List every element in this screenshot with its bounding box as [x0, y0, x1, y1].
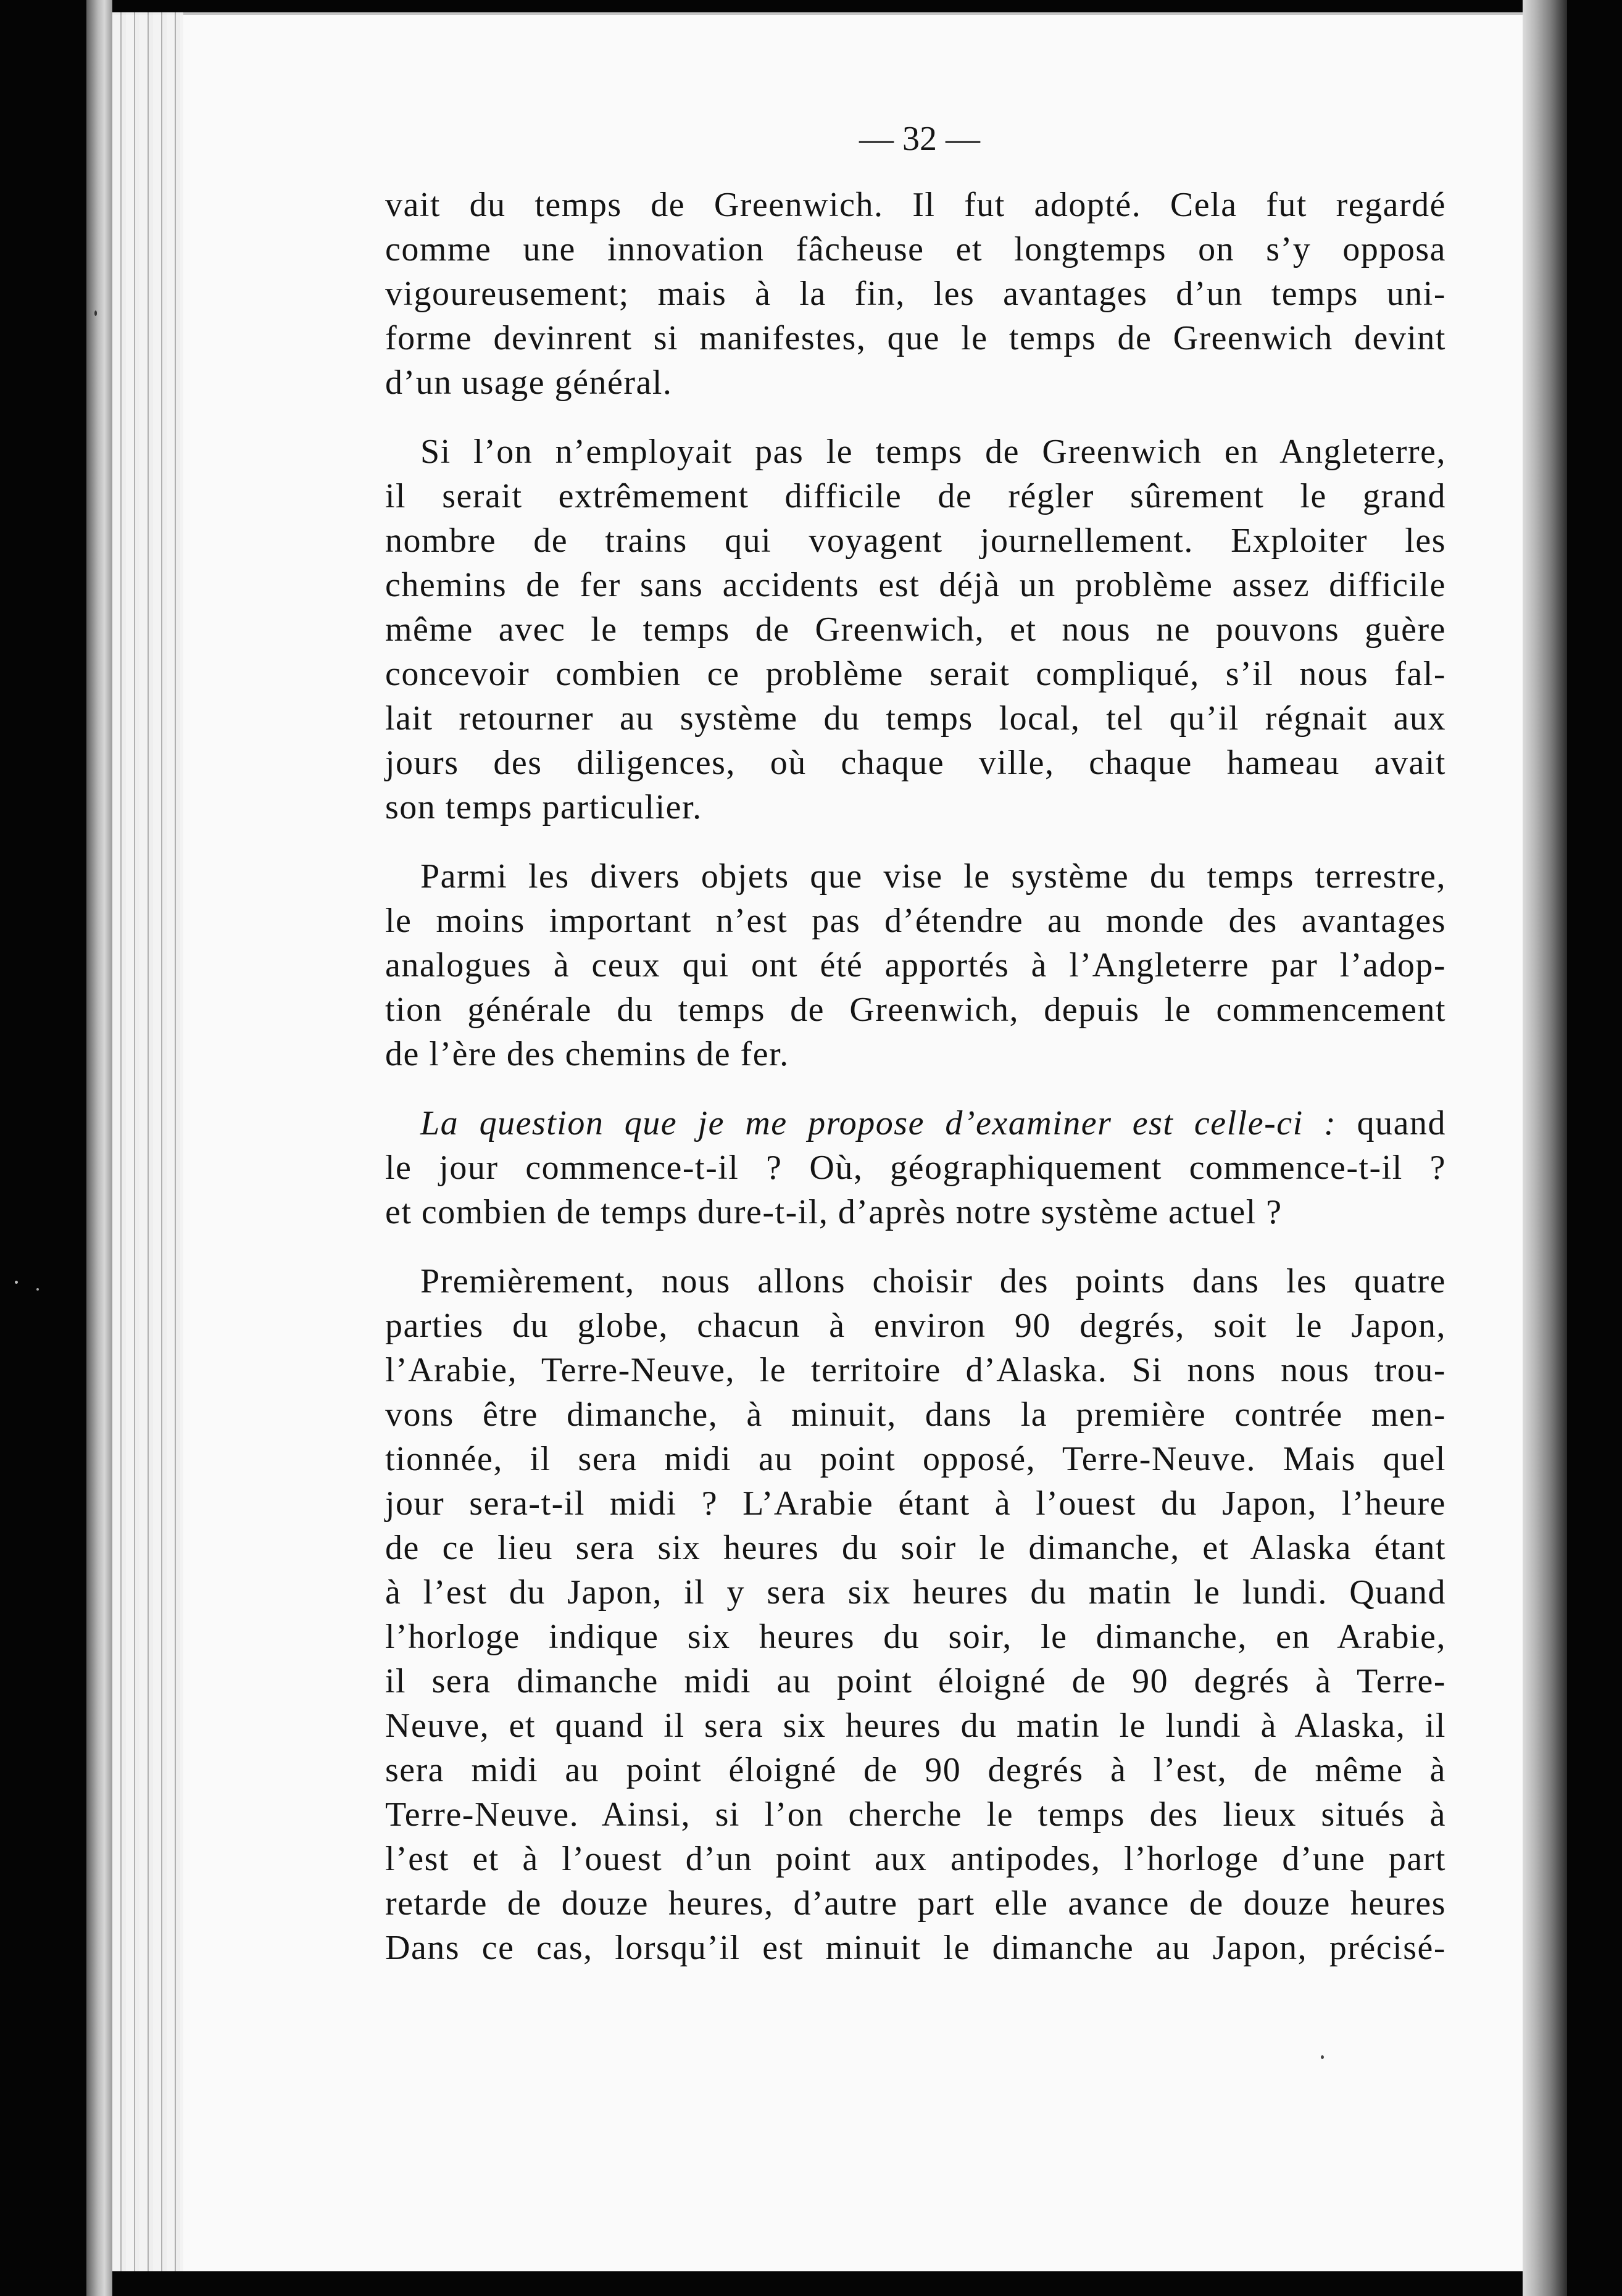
paragraph [385, 1259, 1446, 1970]
text-line: comme une innovation fâcheuse et longtemps on s’y opposa [385, 230, 1446, 268]
text-run: quand [1357, 1104, 1446, 1142]
text-line: Si l’on n’employait pas le temps de Greenwich en Angleterre, [420, 433, 1446, 471]
scan-speck [1321, 2055, 1324, 2059]
text-line: chemins de fer sans accidents est déjà un problème assez difficile [385, 566, 1446, 604]
text-line: analogues à ceux qui ont été apportés à l’Angleterre par l’adop- [385, 946, 1446, 984]
text-line: forme devinrent si manifestes, que le temps de Greenwich devint [385, 319, 1446, 357]
text-line: de l’ère des chemins de fer. [385, 1035, 789, 1073]
text-line: l’Arabie, Terre-Neuve, le territoire d’Alaska. Si nons nous trou- [385, 1351, 1446, 1389]
text-line: de ce lieu sera six heures du soir le dimanche, et Alaska étant [385, 1529, 1446, 1567]
scan-speck [36, 1288, 39, 1291]
scan-speck [94, 310, 97, 316]
text-line: tionnée, il sera midi au point opposé, Terre-Neuve. Mais quel [385, 1440, 1446, 1478]
text-line: nombre de trains qui voyagent journellement. Exploiter les [385, 522, 1446, 560]
book-edge-band [86, 0, 112, 2296]
text-line: et combien de temps dure-t-il, d’après notre système actuel ? [385, 1193, 1283, 1231]
text-line: sera midi au point éloigné de 90 degrés à l’est, de même à [385, 1751, 1446, 1789]
scan-speck [15, 1281, 18, 1284]
paragraph [385, 183, 1446, 405]
text-line: lait retourner au système du temps local, tel qu’il régnait aux [385, 699, 1446, 738]
text-line: vons être dimanche, à minuit, dans la première contrée men- [385, 1395, 1446, 1434]
text-line: à l’est du Japon, il y sera six heures du matin le lundi. Quand [385, 1573, 1446, 1612]
text-line: le jour commence-t-il ? Où, géographiquement commence-t-il ? [385, 1149, 1446, 1187]
text-line: d’un usage général. [385, 364, 673, 402]
text-line: tion générale du temps de Greenwich, depuis le commencement [385, 991, 1446, 1029]
page-number: — 32 — [859, 120, 980, 158]
text-line: concevoir combien ce problème serait compliqué, s’il nous fal- [385, 655, 1446, 693]
text-line: vigoureusement; mais à la fin, les avantages d’un temps uni- [385, 275, 1446, 313]
paragraph [385, 430, 1446, 830]
text-line: le moins important n’est pas d’étendre au monde des avantages [385, 902, 1446, 940]
italic-phrase: La question que je me propose d’examiner est celle-ci : [420, 1104, 1337, 1142]
text-line: jours des diligences, où chaque ville, chaque hameau avait [385, 744, 1446, 782]
text-line: vait du temps de Greenwich. Il fut adopté. Cela fut regardé [385, 186, 1446, 224]
text-line [385, 1101, 1446, 1146]
text-line: Parmi les divers objets que vise le système du temps terrestre, [420, 857, 1446, 896]
text-line: il sera dimanche midi au point éloigné de 90 degrés à Terre- [385, 1662, 1446, 1700]
book-spine-shadow [1523, 0, 1567, 2296]
text-line: Neuve, et quand il sera six heures du matin le lundi à Alaska, il [385, 1707, 1446, 1745]
text-line: son temps particulier. [385, 788, 702, 826]
text-line: l’est et à l’ouest d’un point aux antipodes, l’horloge d’une part [385, 1840, 1446, 1878]
text-line: l’horloge indique six heures du soir, le dimanche, en Arabie, [385, 1618, 1446, 1656]
paragraph [385, 1101, 1446, 1234]
body-text [385, 183, 1446, 1970]
text-line: retarde de douze heures, d’autre part elle avance de douze heures [385, 1884, 1446, 1923]
text-line: il serait extrêmement difficile de régler sûrement le grand [385, 477, 1446, 515]
text-line: parties du globe, chacun à environ 90 degrés, soit le Japon, [385, 1307, 1446, 1345]
text-line: même avec le temps de Greenwich, et nous ne pouvons guère [385, 610, 1446, 649]
page-stack-edges [112, 12, 183, 2271]
text-line: Terre-Neuve. Ainsi, si l’on cherche le temps des lieux situés à [385, 1795, 1446, 1834]
text-line: jour sera-t-il midi ? L’Arabie étant à l’ouest du Japon, l’heure [385, 1484, 1446, 1523]
text-line: Premièrement, nous allons choisir des points dans les quatre [420, 1262, 1446, 1300]
paragraph [385, 854, 1446, 1076]
text-line: Dans ce cas, lorsqu’il est minuit le dimanche au Japon, précisé- [385, 1929, 1446, 1967]
